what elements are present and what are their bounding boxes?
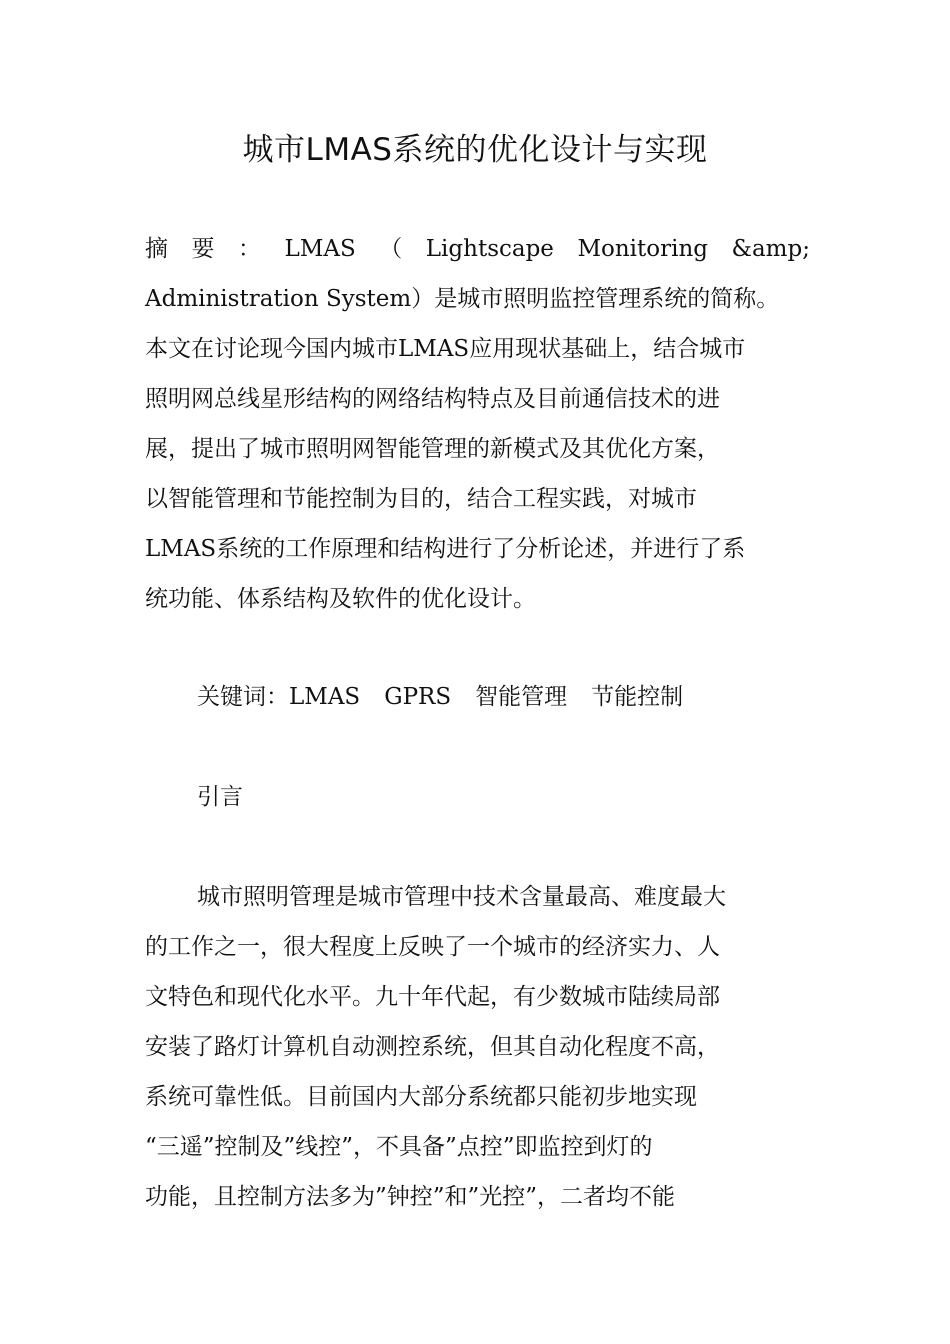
keyword: GPRS [384,684,452,710]
document-title: 城市LMAS系统的优化设计与实现 [242,132,708,168]
body-line: 城市照明管理是城市管理中技术含量最高、难度最大 [197,884,726,910]
body-line: 系统可靠性低。目前国内大部分系统都只能初步地实现 [145,1084,697,1110]
keywords-line [197,672,862,722]
abstract [145,224,810,624]
body-paragraph [145,872,810,1222]
abstract-token: 摘 [145,236,168,262]
abstract-token: （ [379,236,403,262]
body-line: “三遥”控制及”线控”，不具备”点控”即监控到灯的 [145,1134,653,1160]
keywords [145,672,862,722]
abstract-token: Monitoring [577,236,708,262]
body-line: 安装了路灯计算机自动测控系统，但其自动化程度不高， [145,1034,720,1060]
abstract-token: LMAS [284,236,356,262]
abstract-line: LMAS系统的工作原理和结构进行了分析论述，并进行了系 [145,536,746,562]
abstract-line: 照明网总线星形结构的网络结构特点及目前通信技术的进 [145,386,720,412]
abstract-first-line [145,224,810,274]
body-line: 文特色和现代化水平。九十年代起，有少数城市陆续局部 [145,984,720,1010]
section-heading-text: 引言 [197,784,243,810]
keywords-label: 关键词： [197,684,289,710]
keyword: LMAS [289,684,361,710]
abstract-token: 要 [191,236,215,262]
abstract-line: 统功能、体系结构及软件的优化设计。 [145,586,536,612]
abstract-line: Administration System）是城市照明监控管理系统的简称。 [145,286,780,312]
abstract-token: &amp; [731,236,810,262]
abstract-line: 以智能管理和节能控制为目的，结合工程实践，对城市 [145,486,697,512]
abstract-token: ： [238,236,262,262]
section-heading [145,772,862,822]
keyword: 智能管理 [475,684,568,710]
abstract-line: 展，提出了城市照明网智能管理的新模式及其优化方案， [145,436,720,462]
keyword: 节能控制 [591,684,684,710]
abstract-token: Lightscape [425,236,554,262]
abstract-line: 本文在讨论现今国内城市LMAS应用现状基础上，结合城市 [145,336,746,362]
body-line: 功能，且控制方法多为”钟控”和”光控”，二者均不能 [145,1184,676,1210]
body-line: 的工作之一，很大程度上反映了一个城市的经济实力、人 [145,934,720,960]
